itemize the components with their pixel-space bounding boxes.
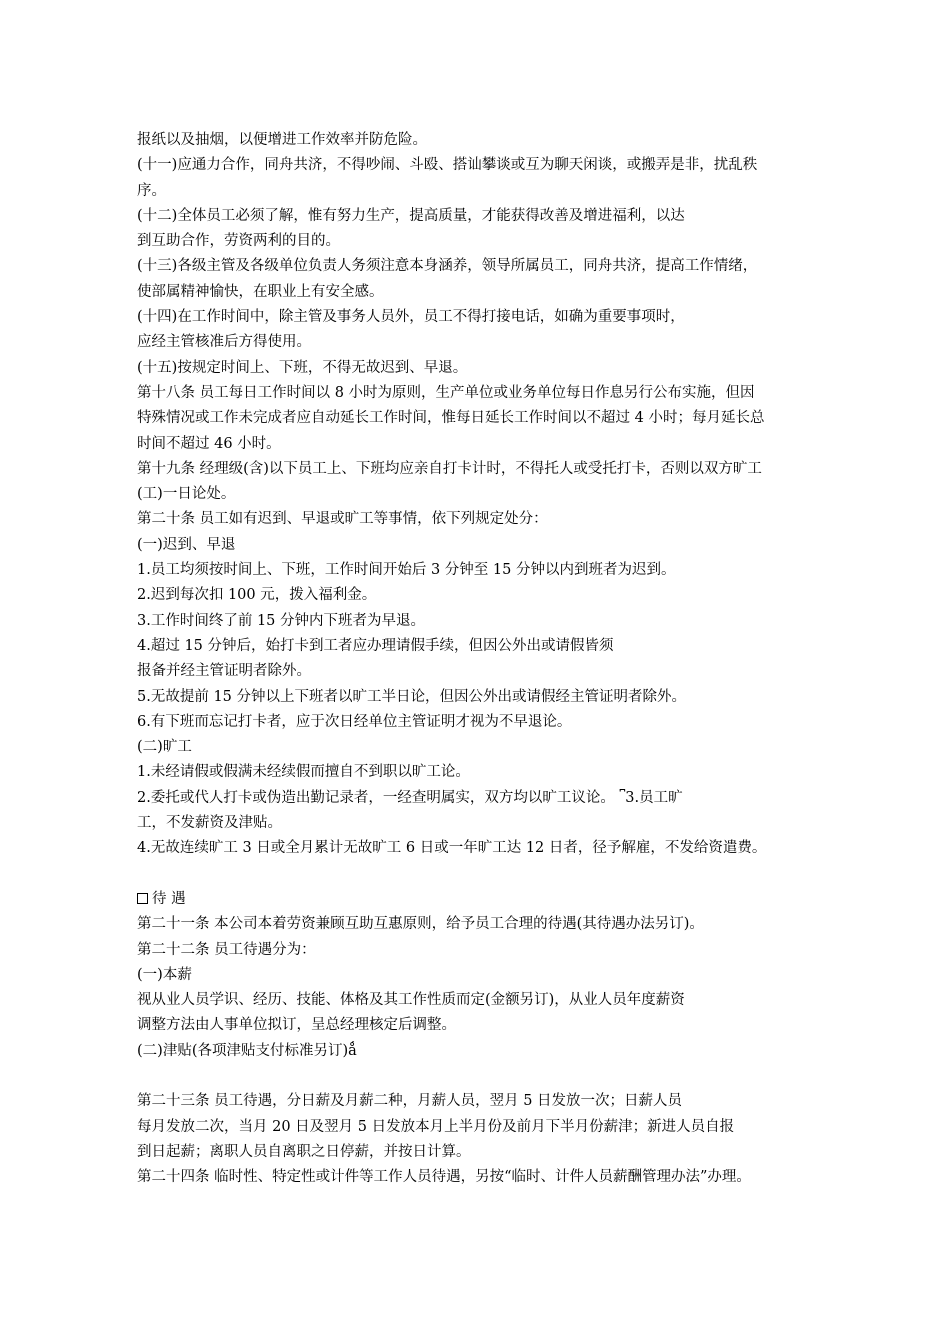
text-line: 6.有下班而忘记打卡者，应于次日经单位主管证明才视为不早退论。: [137, 713, 572, 730]
paragraph-block-rules: [137, 128, 867, 862]
text-line: 1.未经请假或假满未经续假而擅自不到职以旷工论。: [137, 764, 470, 781]
text-line: (一)迟到、早退: [137, 536, 236, 553]
text-line: 第二十三条 员工待遇，分日薪及月薪二种，月薪人员，翌月 5 日发放一次；日薪人员: [137, 1093, 683, 1110]
text-line: 2.迟到每次扣 100 元，拨入福利金。: [137, 587, 377, 604]
text-line: 第二十条 员工如有迟到、早退或旷工等事情，依下列规定处分：: [137, 511, 548, 528]
text-line: 第十九条 经理级(含)以下员工上、下班均应亲自打卡计时，不得托人或受托打卡，否则以双方旷工: [137, 460, 762, 477]
section-heading: [137, 887, 867, 912]
text-line: (十五)按规定时间上、下班，不得无故迟到、早退。: [137, 359, 468, 376]
text-line: 报备并经主管证明者除外。: [137, 663, 311, 680]
text-line: (十三)各级主管及各级单位负责人务须注意本身涵养，领导所属员工，同舟共济，提高工作情绪，: [137, 258, 758, 275]
text-line: 工，不发薪资及津贴。: [137, 815, 282, 832]
text-line: 应经主管核准后方得使用。: [137, 334, 311, 351]
text-line: 3.工作时间终了前 15 分钟内下班者为早退。: [137, 612, 426, 629]
text-line: 第十八条 员工每日工作时间以 8 小时为原则，生产单位或业务单位每日作息另行公布实施，但因: [137, 384, 755, 401]
paragraph-spacer: [137, 862, 867, 887]
text-line: (一)本薪: [137, 966, 192, 983]
text-line: 第二十四条 临时性、特定性或计件等工作人员待遇，另按“临时、计件人员薪酬管理办法”办理。: [137, 1169, 751, 1186]
text-line: 5.无故提前 15 分钟以上下班者以旷工半日论，但因公外出或请假经主管证明者除外。: [137, 688, 687, 705]
text-line: 报纸以及抽烟，以便增进工作效率并防危险。: [137, 132, 427, 148]
paragraph-block-payday: [137, 1089, 867, 1190]
text-line: 1.员工均须按时间上、下班，工作时间开始后 3 分钟至 15 分钟以内到班者为迟到。: [137, 562, 676, 579]
text-line: (二)津贴(各项津贴支付标准另订)ǻ: [137, 1042, 357, 1059]
document-page: [137, 128, 867, 1190]
text-line: 4.无故连续旷工 3 日或全月累计无故旷工 6 日或一年旷工达 12 日者，径予解雇，不发给资遣费。: [137, 840, 767, 857]
paragraph-block-pay: [137, 912, 867, 1064]
text-line: 2.委托或代人打卡或伪造出勤记录者，一经查明属实，双方均以旷工议论。 ⎴3.员工旷: [137, 789, 683, 806]
text-line: 第二十二条 员工待遇分为：: [137, 941, 316, 958]
text-line: (工)一日论处。: [137, 486, 236, 503]
checkbox-icon: [137, 893, 148, 904]
text-line: 视从业人员学识、经历、技能、体格及其工作性质而定(金额另订)，从业人员年度薪资: [137, 992, 685, 1009]
text-line: (十二)全体员工必须了解，惟有努力生产，提高质量，才能获得改善及增进福利，以达: [137, 207, 685, 224]
text-line: (二)旷工: [137, 739, 192, 756]
text-line: 每月发放二次，当月 20 日及翌月 5 日发放本月上半月份及前月下半月份薪津；新进人员自报: [137, 1118, 735, 1135]
text-line: (十四)在工作时间中，除主管及事务人员外，员工不得打接电话，如确为重要事项时，: [137, 309, 685, 326]
text-line: 使部属精神愉快，在职业上有安全感。: [137, 283, 384, 300]
text-line: 第二十一条 本公司本着劳资兼顾互助互惠原则，给予员工合理的待遇(其待遇办法另订)。: [137, 916, 704, 933]
section-title: 待 遇: [152, 890, 186, 907]
text-line: 到日起薪；离职人员自离职之日停薪，并按日计算。: [137, 1143, 471, 1160]
text-line: 时间不超过 46 小时。: [137, 435, 281, 452]
text-line: 4.超过 15 分钟后，始打卡到工者应办理请假手续，但因公外出或请假皆须: [137, 637, 614, 654]
text-line: 特殊情况或工作未完成者应自动延长工作时间，惟每日延长工作时间以不超过 4 小时；每月延长总: [137, 410, 765, 427]
paragraph-spacer: [137, 1064, 867, 1089]
text-line: 调整方法由人事单位拟订，呈总经理核定后调整。: [137, 1017, 456, 1034]
text-line: 序。: [137, 182, 166, 199]
text-line: 到互助合作，劳资两利的目的。: [137, 233, 340, 250]
text-line: (十一)应通力合作，同舟共济，不得吵闹、斗殴、搭讪攀谈或互为聊天闲谈，或搬弄是非，扰乱秩: [137, 157, 758, 174]
